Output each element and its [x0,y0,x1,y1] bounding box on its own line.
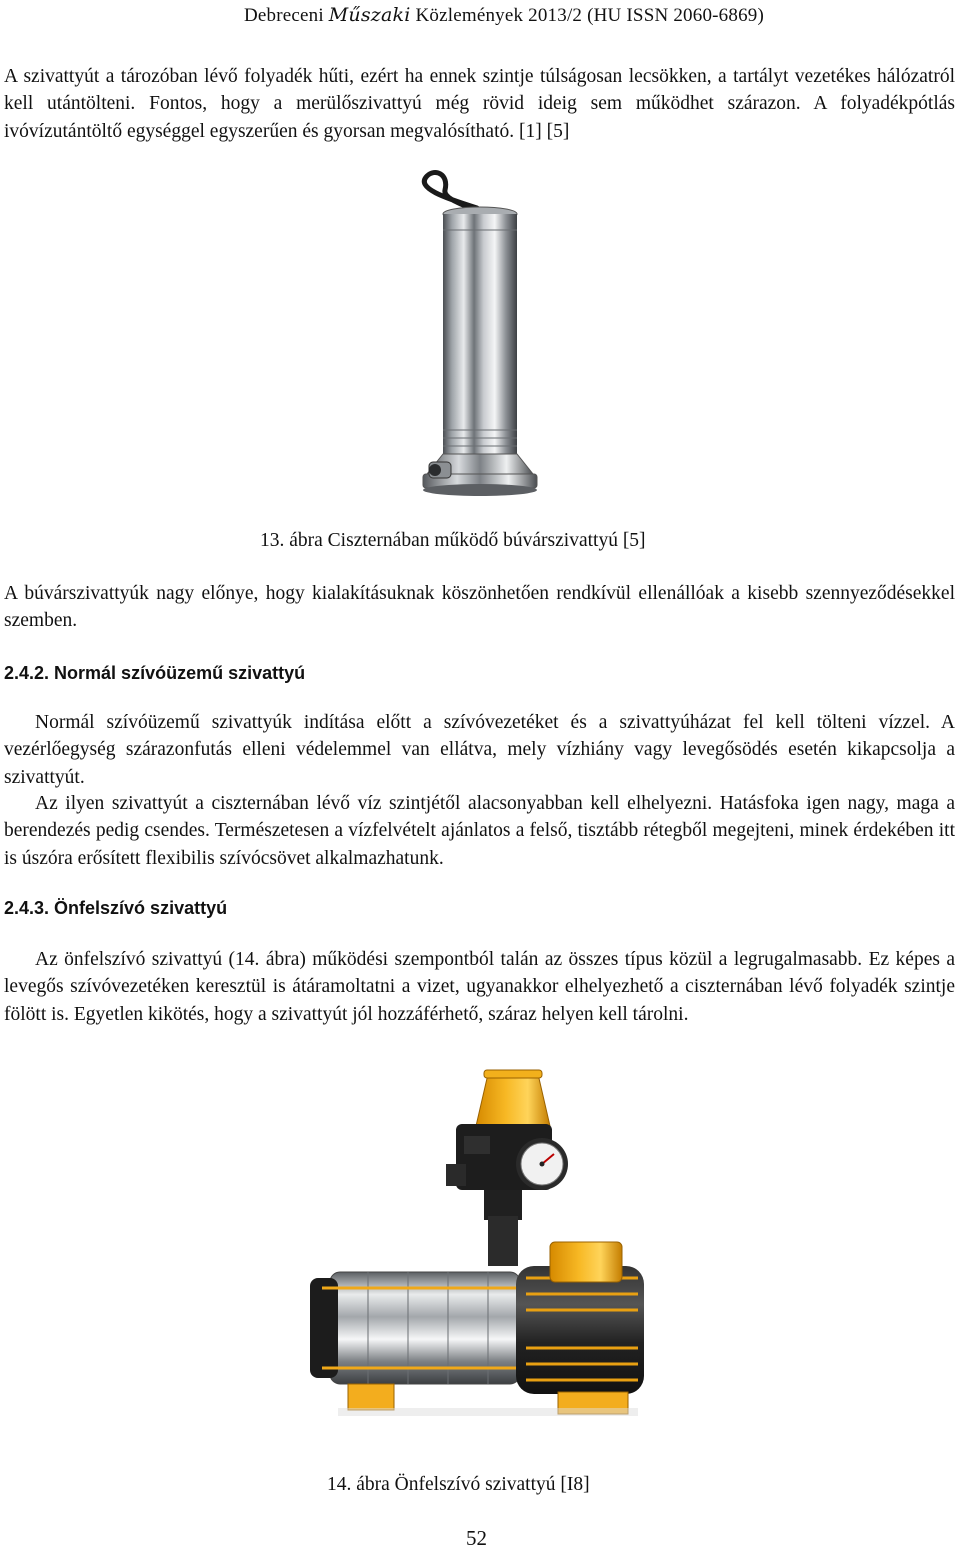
page-number: 52 [466,1526,487,1550]
submersible-pump-image [405,168,555,504]
figure-13-caption: 13. ábra Ciszternában működő búvárszivattyú [5] [260,530,646,551]
section-heading-2-4-2: 2.4.2. Normál szívóüzemű szivattyú [4,663,306,683]
header-prefix: Debreceni [243,5,329,26]
self-priming-pump-image [288,1066,678,1466]
paragraph-advantage: A búvárszivattyúk nagy előnye, hogy kialakításuknak köszönhetően rendkívül ellenállóak a kisebb szennyeződésekkel szemben. [4,583,955,632]
header-journal-word: Műszaki [328,4,411,26]
paragraph-self-priming: Az önfelszívó szivattyú (14. ábra) működési szempontból talán az összes típus közül a legrugalmasabb. Ez képes a levegős szívóvezetéken keresztül is átáramoltatni a vizet, ugyanakkor elhelyezhető a ciszternában lévő folyadék szintje fölött is. Egyetlen kikötés, hogy a szivattyút jól hozzáférhető, száraz helyen kell tárolni. [4,949,955,1025]
header-suffix: Közlemények 2013/2 (HU ISSN 2060-6869) [410,5,764,26]
running-header [244,4,764,27]
paragraph-normal-pump: Normál szívóüzemű szivattyúk indítása előtt a szívóvezetéket és a szivattyúházat fel kell tölteni vízzel. A vezérlőegység szárazonfutás elleni védelemmel van ellátva, mely vízhiány vagy levegősödés esetén kikapcsolja a szivattyút. [4,712,955,788]
figure-14-caption: 14. ábra Önfelszívó szivattyú [I8] [327,1474,590,1495]
paragraph-cooling: A szivattyút a tározóban lévő folyadék hűti, ezért ha ennek szintje túlságosan lecsökken, a tartályt vezetékes hálózatról kell utántölteni. Fontos, hogy a merülőszivattyú még rövid ideig sem működhet szárazon. A folyadékpótlás ivóvízutántöltő egységgel egyszerűen és gyorsan megvalósítható. [1] [5] [4,66,955,142]
section-heading-2-4-3: 2.4.3. Önfelszívó szivattyú [4,898,228,918]
paragraph-placement: Az ilyen szivattyút a ciszternában lévő víz szintjétől alacsonyabban kell elhelyezni. Hatásfoka igen nagy, maga a berendezés pedig csendes. Természetesen a vízfelvételt ajánlatos a felső, tisztább rétegből megejteni, minek érdekében itt is úszóra erősített flexibilis szívócsövet alkalmazhatunk. [4,793,955,869]
